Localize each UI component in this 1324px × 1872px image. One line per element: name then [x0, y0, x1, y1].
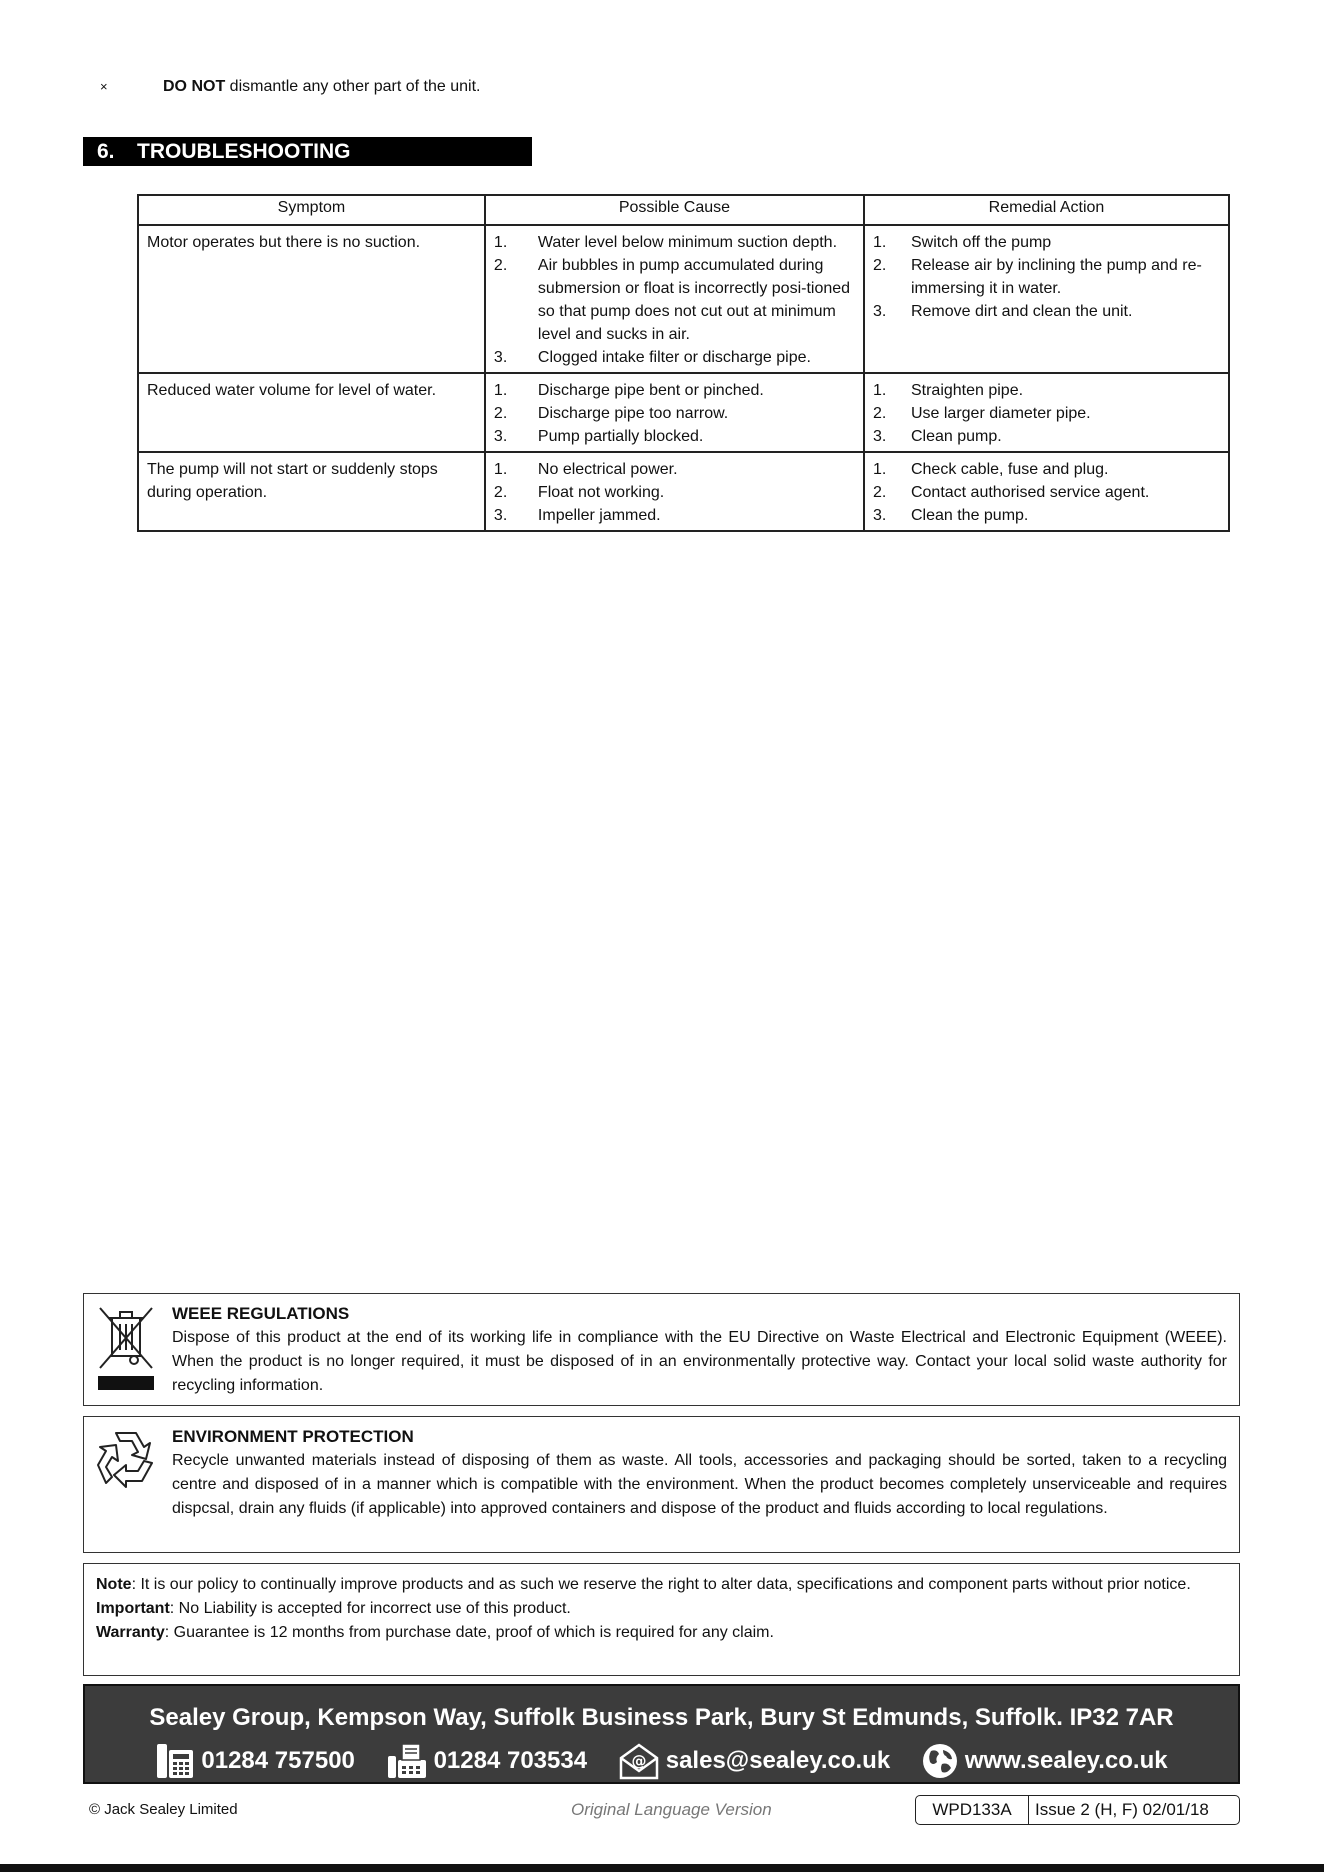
notes-box — [83, 1563, 1240, 1676]
cause-cell — [485, 452, 864, 531]
issue-info: Issue 2 (H, F) 02/01/18 — [1035, 1800, 1209, 1819]
company-address: Sealey Group, Kempson Way, Suffolk Business Park, Bury St Edmunds, Suffolk. IP32 7AR — [149, 1704, 1174, 1731]
cause-cell — [485, 373, 864, 452]
section-title: TROUBLESHOOTING — [137, 140, 351, 163]
note-line: Note: It is our policy to continually improve products and as such we reserve the right to alter data, specifications and component parts without prior notice. — [96, 1576, 1191, 1593]
cause-cell — [485, 225, 864, 373]
list-item: 2. Air bubbles in pump accumulated during submersion or float is incorrectly posi-tioned so that pump does not cut out at minimum level and sucks in air. — [493, 257, 851, 343]
symptom-cell: The pump will not start or suddenly stops during operation. — [138, 452, 485, 531]
list-item: 3. Remove dirt and clean the unit. — [872, 303, 1133, 320]
list-item: 3. Clean pump. — [872, 428, 1002, 445]
globe-icon — [921, 1742, 959, 1780]
table-header-row — [138, 195, 1229, 225]
list-item: 2. Contact authorised service agent. — [872, 484, 1150, 501]
phone-number: 01284 757500 — [201, 1747, 355, 1774]
list-item: 1. Discharge pipe bent or pinched. — [493, 382, 764, 399]
list-item: 3. Clean the pump. — [872, 507, 1029, 524]
list-item: 2. Float not working. — [493, 484, 665, 501]
warning-bold: DO NOT — [163, 78, 226, 95]
email-address[interactable]: sales@sealey.co.uk — [665, 1747, 891, 1774]
copyright-text: © Jack Sealey Limited — [89, 1801, 238, 1818]
fax-icon — [386, 1742, 428, 1780]
list-item: 2. Use larger diameter pipe. — [872, 405, 1091, 422]
section-number: 6. — [97, 140, 115, 163]
section-heading — [83, 137, 532, 166]
list-item: 3. Impeller jammed. — [493, 507, 661, 524]
email-icon — [618, 1742, 660, 1780]
action-cell — [864, 373, 1229, 452]
table-row — [138, 452, 1229, 531]
fax-number: 01284 703534 — [433, 1747, 588, 1774]
symptom-cell: Motor operates but there is no suction. — [138, 225, 485, 373]
email-contact — [618, 1742, 890, 1780]
environment-body: Recycle unwanted materials instead of disposing of them as waste. All tools, accessories and packaging should be sorted, taken to a recycling centre and disposed of in a manner which is compatible with the environment. When the product becomes completely unserviceable and requires dispcsal, drain any fluids (if applicable) into approved containers and dispose of the product and fluids according to local regulations. — [172, 1452, 1227, 1517]
document-code-box — [915, 1795, 1240, 1825]
action-cell — [864, 225, 1229, 373]
phone-contact — [155, 1742, 355, 1780]
contact-row — [85, 1742, 1238, 1780]
warning-text: dismantle any other part of the unit. — [225, 78, 481, 95]
weee-title: WEEE REGULATIONS — [172, 1304, 350, 1323]
website-url[interactable]: www.sealey.co.uk — [964, 1747, 1168, 1774]
website-contact — [921, 1742, 1168, 1780]
list-item: 1. Switch off the pump — [872, 234, 1052, 251]
table-row — [138, 225, 1229, 373]
list-item: 2. Discharge pipe too narrow. — [493, 405, 729, 422]
fax-contact — [386, 1742, 588, 1780]
company-footer — [83, 1684, 1240, 1784]
svg-text:@: @ — [631, 1752, 647, 1770]
list-item: 3. Clogged intake filter or discharge pipe. — [493, 349, 811, 366]
list-item: 2. Release air by inclining the pump and re-immersing it in water. — [872, 257, 1202, 297]
dismantle-warning — [100, 78, 480, 96]
list-item: 1. Straighten pipe. — [872, 382, 1024, 399]
action-cell — [864, 452, 1229, 531]
list-item: 3. Pump partially blocked. — [493, 428, 704, 445]
header-possible-cause: Possible Cause — [485, 195, 864, 225]
header-symptom: Symptom — [138, 195, 485, 225]
weee-regulations-box — [83, 1293, 1240, 1406]
list-item: 1. Water level below minimum suction depth. — [493, 234, 838, 251]
environment-protection-box — [83, 1416, 1240, 1553]
symptom-cell: Reduced water volume for level of water. — [138, 373, 485, 452]
crossed-out-bin-icon — [94, 1304, 158, 1402]
weee-body: Dispose of this product at the end of its working life in compliance with the EU Directive on Waste Electrical and Electronic Equipment (WEEE). When the product is no longer required, it must be disposed of in an environmentally protective way. Contact your local solid waste authority for recycling information. — [172, 1329, 1227, 1394]
phone-icon — [155, 1742, 195, 1780]
list-item: 1. Check cable, fuse and plug. — [872, 461, 1109, 478]
troubleshooting-table — [137, 194, 1230, 532]
cross-bullet-icon: × — [100, 79, 108, 94]
document-code: WPD133A — [916, 1796, 1029, 1824]
environment-title: ENVIRONMENT PROTECTION — [172, 1427, 414, 1446]
page-bottom-rule — [0, 1864, 1324, 1872]
header-remedial-action: Remedial Action — [864, 195, 1229, 225]
table-row — [138, 373, 1229, 452]
warranty-line: Warranty: Guarantee is 12 months from purchase date, proof of which is required for any claim. — [96, 1624, 774, 1641]
important-line: Important: No Liability is accepted for incorrect use of this product. — [96, 1600, 571, 1617]
original-language-label: Original Language Version — [571, 1800, 772, 1819]
recycle-icon — [94, 1427, 158, 1499]
list-item: 1. No electrical power. — [493, 461, 678, 478]
